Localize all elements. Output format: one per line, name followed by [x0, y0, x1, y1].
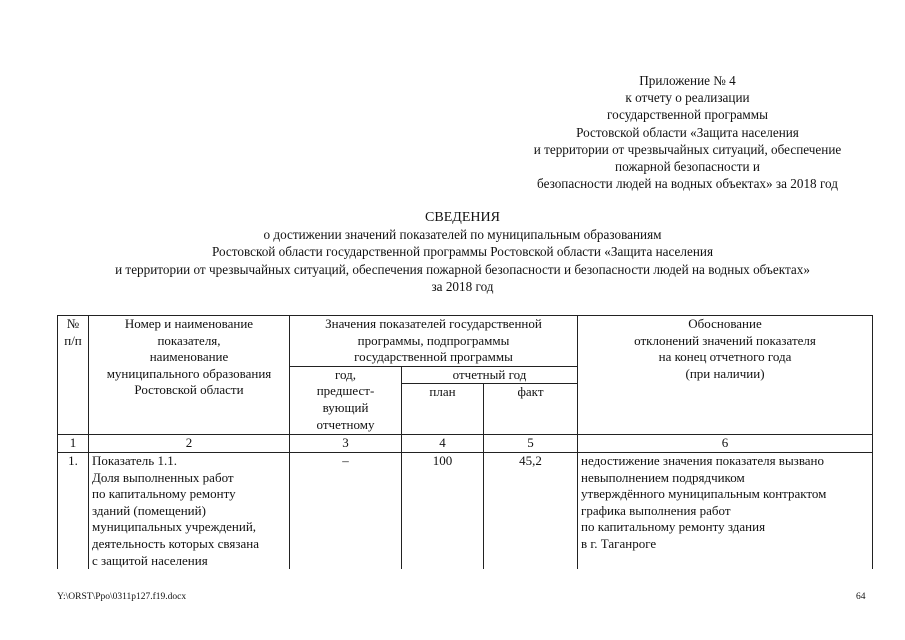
row-prev-value: –	[290, 452, 402, 569]
header-reason: Обоснование отклонений значений показателя на конец отчетного года (при наличии)	[578, 316, 873, 435]
table-row	[58, 452, 873, 569]
appendix-line: пожарной безопасности и	[615, 159, 760, 175]
row-fact-value: 45,2	[484, 452, 578, 569]
appendix-line: безопасности людей на водных объектах» за 2018 год	[537, 176, 838, 192]
appendix-line: государственной программы	[607, 107, 768, 123]
column-number: 5	[484, 435, 578, 453]
column-number-row	[58, 435, 873, 453]
header-report-year: отчетный год	[402, 366, 578, 384]
appendix-line: Ростовской области «Защита населения	[576, 124, 799, 140]
appendix-line: Приложение № 4	[639, 73, 736, 88]
heading-line: о достижении значений показателей по муниципальным образованиям	[263, 227, 662, 243]
column-number: 4	[402, 435, 484, 453]
header-num: № п/п	[58, 316, 89, 435]
row-reason: недостижение значения показателя вызвано невыполнением подрядчиком утверждённого муниципальным контрактом графика выполнения работ по капитальному ремонту здания в г. Таганроге	[578, 452, 873, 569]
heading-line: за 2018 год	[431, 278, 494, 294]
header-plan: план	[402, 384, 484, 435]
row-indicator-name: Показатель 1.1. Доля выполненных работ по капитальному ремонту зданий (помещений) муниципальных учреждений, деятельность которых связана с защитой населения	[89, 452, 290, 569]
header-fact: факт	[484, 384, 578, 435]
table-header-row	[58, 316, 873, 367]
column-number: 1	[58, 435, 89, 453]
header-prev-year: год, предшест- вующий отчетному	[290, 366, 402, 435]
header-name: Номер и наименование показателя, наименование муниципального образования Ростовской области	[89, 316, 290, 435]
column-number: 3	[290, 435, 402, 453]
column-number: 6	[578, 435, 873, 453]
heading-line: Ростовской области государственной программы Ростовской области «Защита населения	[211, 244, 714, 260]
document-heading	[40, 209, 885, 295]
appendix-line: к отчету о реализации	[625, 90, 750, 106]
row-plan-value: 100	[402, 452, 484, 569]
heading-line: и территории от чрезвычайных ситуаций, обеспечения пожарной безопасности и безопасности людей на водных объектах»	[115, 261, 810, 277]
appendix-line: и территории от чрезвычайных ситуаций, обеспечение	[533, 141, 842, 157]
indicators-table	[57, 315, 873, 569]
footer-page-number: 64	[856, 592, 866, 602]
document-title: СВЕДЕНИЯ	[425, 210, 500, 225]
column-number: 2	[89, 435, 290, 453]
row-num: 1.	[58, 452, 89, 569]
footer-file-path: Y:\ORST\Ppo\0311p127.f19.docx	[57, 592, 187, 602]
appendix-block	[500, 72, 875, 192]
header-values: Значения показателей государственной программы, подпрограммы государственной программы	[290, 316, 578, 367]
